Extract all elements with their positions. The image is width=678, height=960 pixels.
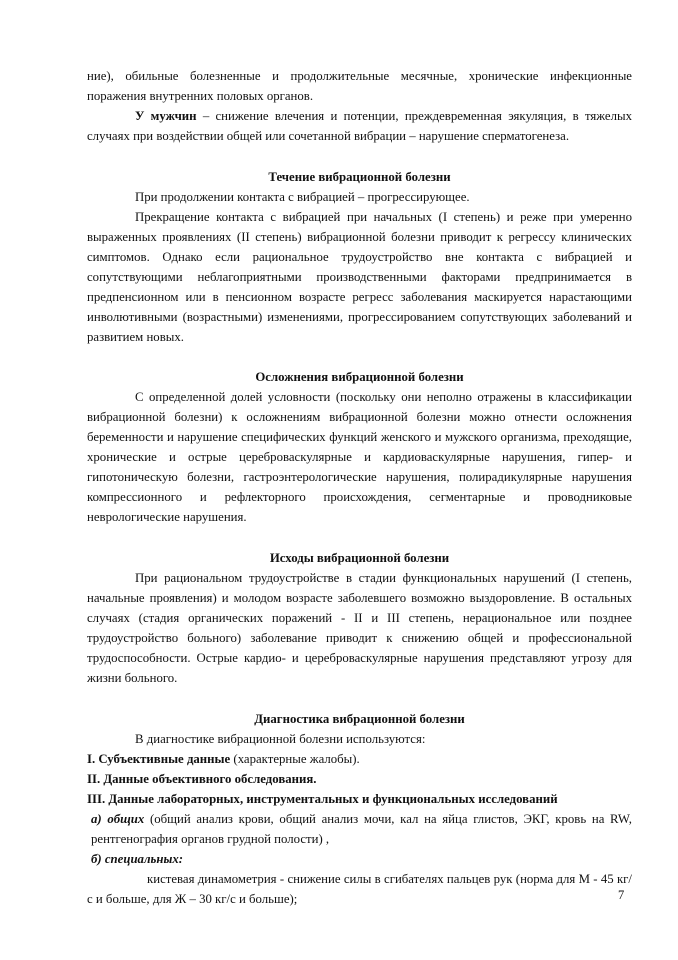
outcomes-paragraph: При рациональном трудоустройстве в стадии функциональных нарушений (I степень, начальные проявления) и молодом возрасте заболевшего возможно выздоровление. В остальных случаях (стадия органических поражений - II и III степень, нерациональное или позднее трудоустройство больного) заболевание приводит к снижению общей и профессиональной трудоспособности. Острые кардио- и цереброваскулярные нарушения представляют угрозу для жизни больного.	[87, 571, 632, 685]
men-label: У мужчин	[135, 109, 197, 123]
page-number: 7	[618, 888, 625, 902]
complications-heading: Осложнения вибрационной болезни	[255, 370, 464, 384]
diagnostics-heading: Диагностика вибрационной болезни	[254, 712, 465, 726]
general-tests-text: (общий анализ крови, общий анализ мочи, кал на яйца глистов, ЭКГ, кровь на RW, рентгенография органов грудной полости) ,	[91, 812, 632, 846]
diagnostics-item-2: II. Данные объективного обследования.	[87, 772, 317, 786]
item-1-text: (характерные жалобы).	[230, 752, 360, 766]
general-tests	[87, 809, 632, 849]
course-paragraph-1: При продолжении контакта с вибрацией – прогрессирующее.	[135, 190, 470, 204]
men-text: – снижение влечения и потенции, преждевременная эякуляция, в тяжелых случаях при воздействии общей или сочетанной вибрации – нарушение сперматогенеза.	[87, 109, 632, 143]
course-paragraph-2: Прекращение контакта с вибрацией при начальных (I степень) и реже при умеренно выраженных проявлениях (II степень) вибрационной болезни приводит к регрессу клинических симптомов. Однако если рациональное трудоустройство вне контакта с вибрацией и сопутствующими неблагоприятными производственными факторами предпринимается в предпенсионном или в пенсионном возрасте регресс заболевания маскируется нарастающими инволютивными (возрастными) изменениями, прогрессированием сопутствующих заболеваний и развитием новых.	[87, 210, 632, 344]
item-1-label: I. Субъективные данные	[87, 752, 231, 766]
course-heading: Течение вибрационной болезни	[268, 170, 451, 184]
general-tests-label: а) общих	[91, 812, 145, 826]
special-tests-label: б) специальных:	[91, 852, 184, 866]
complications-paragraph: С определенной долей условности (поскольку они неполно отражены в классификации вибрационной болезни) к осложнениям вибрационной болезни можно отнести осложнения беременности и нарушение специфических функций женского и мужского организма, преходящие, хронические и острые цереброваскулярные и кардиоваскулярные нарушения, гипер- и гипотоническую болезни, гастроэнтерологические нарушения, полирадикулярные нарушения компрессионного и рефлекторного происхождения, сегментарные и проводниковые неврологические нарушения.	[87, 390, 632, 524]
men-paragraph	[87, 106, 632, 146]
diagnostics-item-1	[87, 749, 632, 769]
page-body	[87, 66, 632, 909]
diagnostics-intro: В диагностике вибрационной болезни используются:	[135, 732, 426, 746]
intro-paragraph: ние), обильные болезненные и продолжительные месячные, хронические инфекционные поражения внутренних половых органов.	[87, 69, 632, 103]
diagnostics-item-3: III. Данные лабораторных, инструментальных и функциональных исследований	[87, 792, 558, 806]
outcomes-heading: Исходы вибрационной болезни	[269, 551, 450, 565]
special-tests-label-line	[87, 849, 632, 869]
special-tests-text: кистевая динамометрия - снижение силы в сгибателях пальцев рук (норма для М - 45 кг/с и больше, для Ж – 30 кг/с и больше);	[87, 872, 632, 906]
